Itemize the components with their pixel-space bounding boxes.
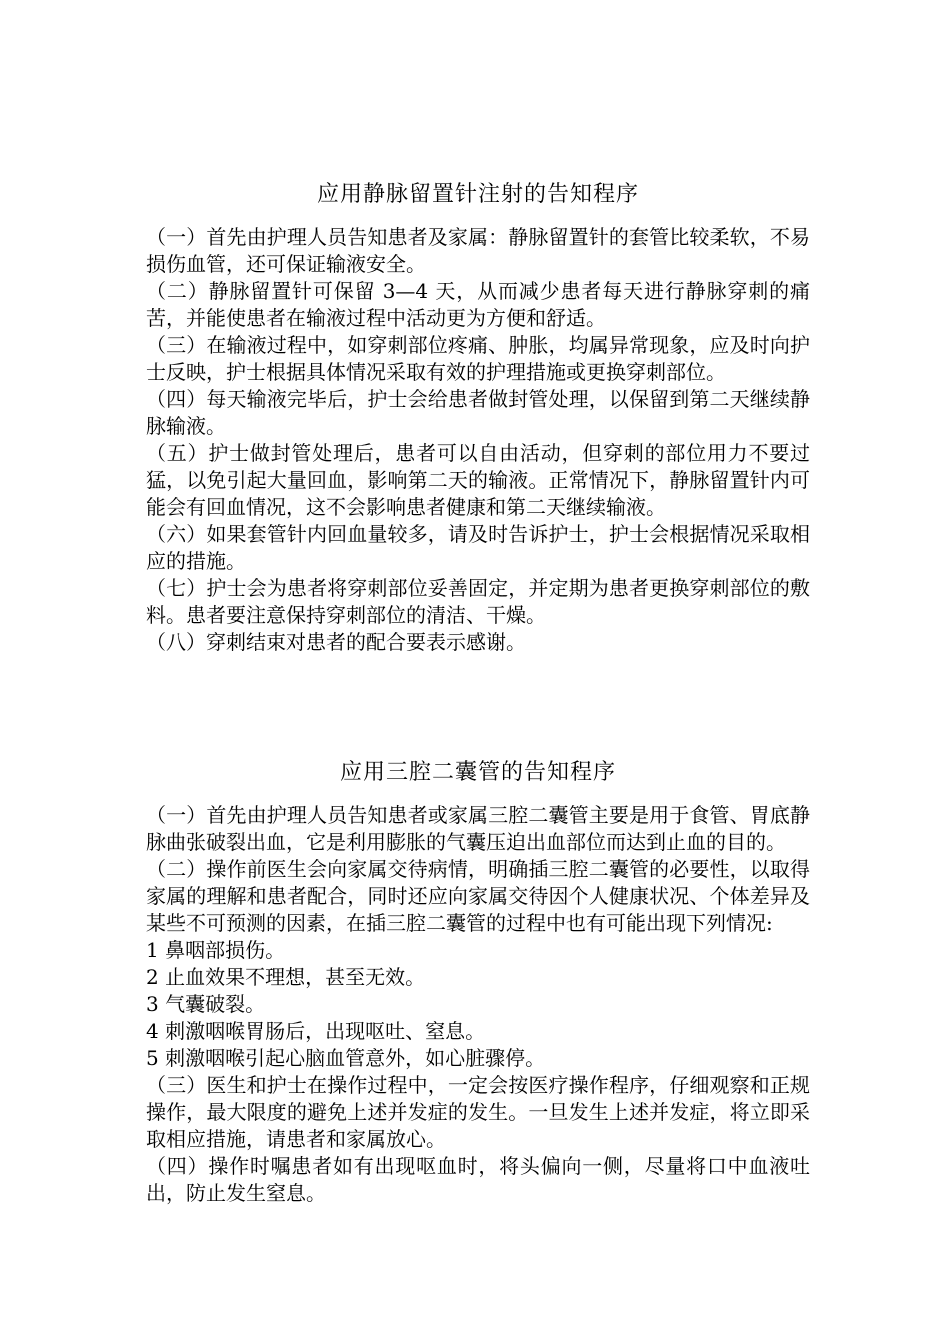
paragraph-4: （四）操作时嘱患者如有出现呕血时，将头偏向一侧，尽量将口中血液吐出，防止发生窒息。 <box>146 1154 810 1205</box>
list-item-1: 1 鼻咽部损伤。 <box>146 938 286 962</box>
notice-section-sengstaken-tube <box>146 758 810 1207</box>
paragraph-3: （三）医生和护士在操作过程中，一定会按医疗操作程序，仔细观察和正规操作，最大限度的避免上述并发症的发生。一旦发生上述并发症，将立即采取相应措施，请患者和家属放心。 <box>146 1073 810 1151</box>
list-item-5: 5 刺激咽喉引起心脑血管意外，如心脏骤停。 <box>146 1046 546 1070</box>
section-title: 应用静脉留置针注射的告知程序 <box>316 182 639 207</box>
section-title: 应用三腔二囊管的告知程序 <box>339 760 616 785</box>
paragraph-4: （四）每天输液完毕后，护士会给患者做封管处理，以保留到第二天继续静脉输液。 <box>146 387 810 438</box>
paragraph-5: （五）护士做封管处理后，患者可以自由活动，但穿刺的部位用力不要过猛，以免引起大量回血，影响第二天的输液。正常情况下，静脉留置针内可能会有回血情况，这不会影响患者健康和第二天继续输液。 <box>146 441 810 519</box>
list-item-4: 4 刺激咽喉胃肠后，出现呕吐、窒息。 <box>146 1019 486 1043</box>
paragraph-2: （二）操作前医生会向家属交待病情，明确插三腔二囊管的必要性，以取得家属的理解和患者配合，同时还应向家属交待因个人健康状况、个体差异及某些不可预测的因素，在插三腔二囊管的过程中也有可能出现下列情况: <box>146 857 810 935</box>
paragraph-7: （七）护士会为患者将穿刺部位妥善固定，并定期为患者更换穿刺部位的敷料。患者要注意保持穿刺部位的清洁、干燥。 <box>146 576 810 627</box>
paragraph-1: （一）首先由护理人员告知患者或家属三腔二囊管主要是用于食管、胃底静脉曲张破裂出血，它是利用膨胀的气囊压迫出血部位而达到止血的目的。 <box>146 803 810 854</box>
paragraph-8: （八）穿刺结束对患者的配合要表示感谢。 <box>146 630 526 654</box>
paragraph-2: （二）静脉留置针可保留 3—4 天，从而减少患者每天进行静脉穿刺的痛苦，并能使患者在输液过程中活动更为方便和舒适。 <box>146 279 810 330</box>
list-item-3: 3 气囊破裂。 <box>146 992 266 1016</box>
paragraph-3: （三）在输液过程中，如穿刺部位疼痛、肿胀，均属异常现象，应及时向护士反映，护士根据具体情况采取有效的护理措施或更换穿刺部位。 <box>146 333 810 384</box>
notice-section-iv-indwelling-needle <box>146 180 810 656</box>
list-item-2: 2 止血效果不理想，甚至无效。 <box>146 965 426 989</box>
paragraph-6: （六）如果套管针内回血量较多，请及时告诉护士，护士会根据情况采取相应的措施。 <box>146 522 810 573</box>
paragraph-1: （一）首先由护理人员告知患者及家属：静脉留置针的套管比较柔软，不易损伤血管，还可保证输液安全。 <box>146 225 810 276</box>
